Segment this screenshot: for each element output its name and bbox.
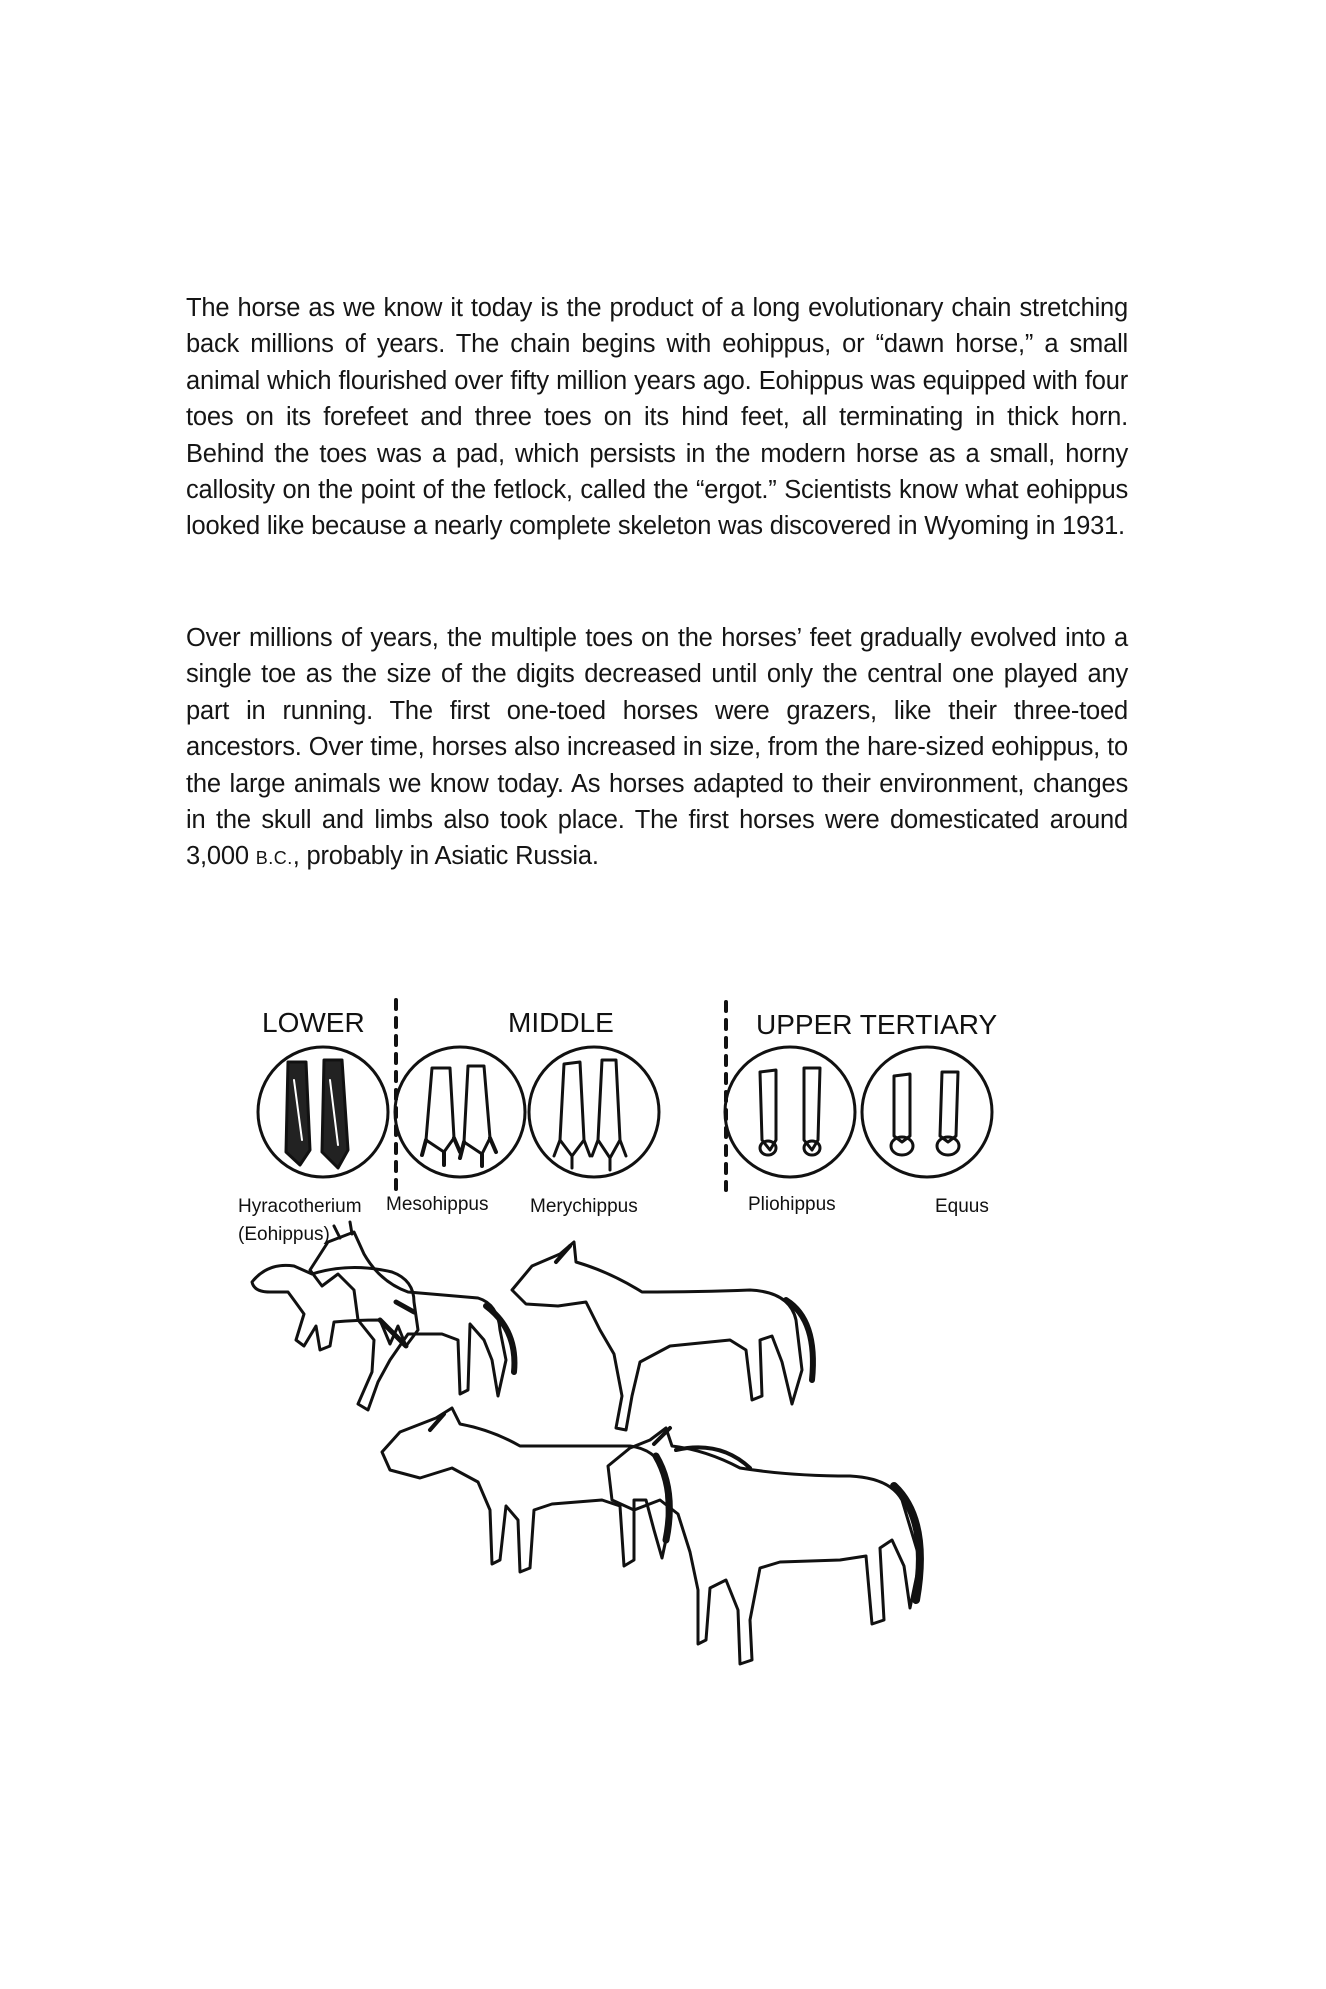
species-label-eohippus: (Eohippus)	[238, 1224, 330, 1245]
foot-circle-mesohippus	[395, 1047, 525, 1177]
paragraph-1-text: The horse as we know it today is the product of a long evolutionary chain stretching back millions of years. The chain begins with eohippus, or “dawn horse,” a small animal which flourished over fifty million years ago. Eohippus was equipped with four toes on its forefeet and three toes on its hind feet, all terminating in thick horn. Behind the toes was a pad, which persists in the modern horse as a small, horny callosity on the point of the fetlock, called the “ergot.” Scientists know what eohippus looked like because a nearly complete skeleton was discovered in Wyoming in 1931.	[186, 294, 1128, 541]
species-label-equus: Equus	[935, 1196, 989, 1217]
foot-circle-equus	[862, 1047, 992, 1177]
species-label-mesohippus: Mesohippus	[386, 1194, 489, 1215]
foot-circle-pliohippus	[725, 1047, 855, 1177]
paragraph-2-text: Over millions of years, the multiple toes on the horses’ feet gradually evolved into a single toe as the size of the digits decreased until only the central one played any part in running. The first one-toed horses were grazers, like their three-toed ancestors. Over time, horses also increased in size, from the hare-sized eohippus, to the large animals we know today. As horses adapted to their environment, changes in the skull and limbs also took place. The first horses were domesticated around 3,000	[186, 624, 1128, 871]
pliohippus-drawing	[382, 1408, 669, 1572]
foot-circle-merychippus	[529, 1047, 659, 1177]
merychippus-drawing	[512, 1242, 813, 1430]
species-label-merychippus: Merychippus	[530, 1196, 638, 1217]
paragraph-2-ending: , probably in Asiatic Russia.	[292, 842, 599, 871]
period-label-lower: LOWER	[262, 1007, 365, 1038]
paragraph-toe-evolution	[186, 620, 1128, 877]
paragraph-evolution-intro	[186, 290, 1128, 545]
horse-evolution-figure	[230, 1000, 1090, 1710]
foot-circle-hyracotherium	[258, 1047, 388, 1177]
period-label-middle: MIDDLE	[508, 1007, 614, 1038]
species-label-pliohippus: Pliohippus	[748, 1194, 836, 1215]
equus-drawing	[608, 1428, 920, 1664]
era-abbreviation: B.C.	[255, 848, 293, 869]
horse-evolution-illustration	[230, 1000, 1090, 1710]
species-label-hyracotherium: Hyracotherium	[238, 1196, 362, 1217]
mesohippus-drawing	[310, 1222, 514, 1410]
period-label-upper-tertiary: UPPER TERTIARY	[756, 1009, 998, 1040]
